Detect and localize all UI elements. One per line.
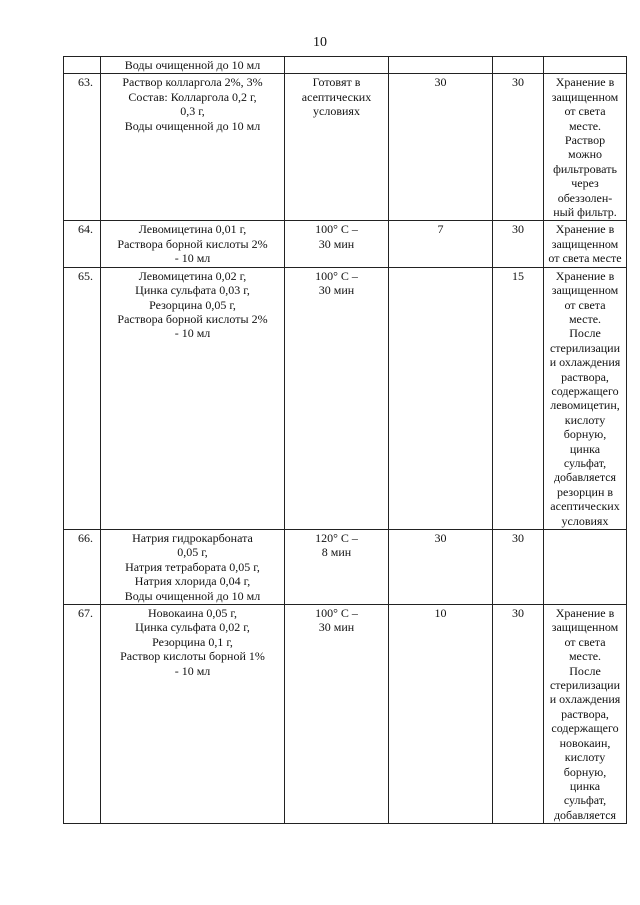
- row-number: 66.: [64, 530, 101, 605]
- table-row: [64, 530, 627, 605]
- composition-cell-line: - 10 мл: [174, 326, 211, 341]
- note-cell-line: месте.: [568, 311, 602, 326]
- composition-cell-line: Новокаина 0,05 г,: [148, 606, 237, 621]
- note-cell-line: цинка: [569, 778, 601, 793]
- sterilization-cell: [285, 530, 389, 605]
- sterilization-cell: [285, 57, 389, 74]
- sterilization-cell: [285, 74, 389, 221]
- sterilization-cell-line: 100° С –: [315, 606, 358, 621]
- composition-cell: [101, 530, 285, 605]
- composition-cell-line: - 10 мл: [174, 663, 211, 678]
- sterilization-cell-line: условиях: [313, 104, 360, 119]
- note-cell: [544, 267, 627, 529]
- note-cell-line: от света: [564, 297, 606, 312]
- note-cell-line: новокаин,: [559, 735, 611, 750]
- note-cell-line: защищенном: [551, 89, 619, 104]
- page-number: 10: [313, 35, 327, 50]
- note-cell-line: обеззолен-: [557, 190, 613, 205]
- sterilization-cell: [285, 267, 389, 529]
- row-number: 67.: [64, 605, 101, 824]
- note-cell-line: раствора,: [561, 369, 609, 384]
- table-row: [64, 605, 627, 824]
- value-cell-b: 30: [493, 74, 544, 221]
- note-cell-line: Хранение в: [555, 222, 615, 237]
- sterilization-cell: [285, 221, 389, 267]
- note-cell-line: После: [569, 663, 601, 678]
- value-cell-b: 30: [493, 605, 544, 824]
- note-cell-line: и охлаждения: [549, 692, 621, 707]
- note-cell-line: После: [569, 326, 601, 341]
- note-cell-line: Хранение в: [555, 268, 615, 283]
- composition-cell-line: Воды очищенной до 10 мл: [124, 588, 261, 603]
- note-cell-line: борную,: [563, 764, 607, 779]
- note-cell-line: ный фильтр.: [553, 205, 617, 220]
- row-number: 63.: [64, 74, 101, 221]
- composition-cell-line: - 10 мл: [174, 251, 211, 266]
- note-cell-line: асептических: [550, 499, 620, 514]
- table-row: [64, 267, 627, 529]
- note-cell-line: сульфат,: [563, 455, 607, 470]
- value-cell-b: [493, 57, 544, 74]
- composition-cell-line: Цинка сульфата 0,02 г,: [135, 620, 250, 635]
- note-cell-line: можно: [567, 147, 602, 162]
- row-number: 65.: [64, 267, 101, 529]
- note-cell-line: Хранение в: [555, 75, 615, 90]
- note-cell: [544, 74, 627, 221]
- composition-cell-line: Раствора борной кислоты 2%: [117, 236, 268, 251]
- note-cell-line: сульфат,: [563, 793, 607, 808]
- note-cell-line: цинка: [569, 441, 601, 456]
- note-cell-line: от света: [564, 634, 606, 649]
- table-row: [64, 221, 627, 267]
- note-cell-line: защищенном: [551, 236, 619, 251]
- note-cell-line: фильтровать: [553, 161, 617, 176]
- note-cell-line: содержащего: [551, 721, 619, 736]
- table-body: [64, 57, 627, 824]
- composition-cell-line: Левомицетина 0,02 г,: [138, 268, 247, 283]
- note-cell-line: резорцин в: [556, 484, 614, 499]
- prescription-table: [63, 56, 627, 824]
- note-cell-line: содержащего: [551, 383, 619, 398]
- value-cell-b: 15: [493, 267, 544, 529]
- sterilization-cell-line: 30 мин: [318, 283, 355, 298]
- composition-cell-line: Раствора борной кислоты 2%: [117, 311, 268, 326]
- composition-cell: [101, 605, 285, 824]
- table-row: [64, 74, 627, 221]
- composition-cell: [101, 57, 285, 74]
- row-number: [64, 57, 101, 74]
- note-cell-line: кислоту: [564, 412, 606, 427]
- value-cell-a: 30: [389, 530, 493, 605]
- composition-cell-line: Воды очищенной до 10 мл: [124, 118, 261, 133]
- table-row: [64, 57, 627, 74]
- note-cell-line: от света: [564, 104, 606, 119]
- note-cell-line: стерилизации: [549, 678, 621, 693]
- composition-cell-line: Резорцина 0,1 г,: [152, 634, 233, 649]
- note-cell-line: раствора,: [561, 706, 609, 721]
- value-cell-a: 30: [389, 74, 493, 221]
- note-cell-line: от света месте: [548, 251, 622, 266]
- composition-cell-line: Раствор кислоты борной 1%: [120, 649, 265, 664]
- note-cell-line: условиях: [561, 513, 609, 528]
- note-cell-line: месте.: [568, 118, 602, 133]
- note-cell-line: стерилизации: [549, 340, 621, 355]
- note-cell: [544, 221, 627, 267]
- composition-cell-line: Воды очищенной до 10 мл: [124, 58, 261, 72]
- note-cell-line: через: [571, 176, 599, 191]
- composition-cell-line: 0,05 г,: [177, 545, 208, 560]
- sterilization-cell-line: 100° С –: [315, 268, 358, 283]
- composition-cell-line: Раствор колларгола 2%, 3%: [122, 75, 263, 90]
- composition-cell-line: Натрия тетрабората 0,05 г,: [125, 559, 260, 574]
- note-cell: [544, 530, 627, 605]
- sterilization-cell: [285, 605, 389, 824]
- note-cell-line: левомицетин,: [550, 398, 620, 413]
- note-cell-line: Хранение в: [555, 606, 615, 621]
- note-cell: [544, 605, 627, 824]
- note-cell-line: борную,: [563, 427, 607, 442]
- value-cell-a: [389, 267, 493, 529]
- composition-cell-line: Натрия хлорида 0,04 г,: [134, 574, 251, 589]
- note-cell-line: защищенном: [551, 620, 619, 635]
- row-number: 64.: [64, 221, 101, 267]
- sterilization-cell-line: 100° С –: [315, 222, 358, 237]
- composition-cell: [101, 267, 285, 529]
- note-cell-line: добавляется: [553, 807, 617, 822]
- sterilization-cell-line: Готовят в: [312, 75, 361, 90]
- sterilization-cell-line: 8 мин: [321, 545, 352, 560]
- sterilization-cell-line: 120° С –: [315, 531, 358, 545]
- note-cell-line: Раствор: [564, 133, 606, 148]
- sterilization-cell-line: асептических: [301, 89, 372, 104]
- sterilization-cell-line: 30 мин: [318, 620, 355, 635]
- note-cell-line: кислоту: [564, 750, 606, 765]
- composition-cell-line: Левомицетина 0,01 г,: [138, 222, 247, 237]
- composition-cell-line: Резорцина 0,05 г,: [149, 297, 236, 312]
- note-cell-line: защищенном: [551, 283, 619, 298]
- composition-cell: [101, 221, 285, 267]
- composition-cell-line: 0,3 г,: [180, 104, 205, 119]
- note-cell-line: и охлаждения: [549, 355, 621, 370]
- value-cell-a: 10: [389, 605, 493, 824]
- note-cell-line: месте.: [568, 649, 602, 664]
- value-cell-b: 30: [493, 530, 544, 605]
- sterilization-cell-line: 30 мин: [318, 236, 355, 251]
- composition-cell-line: Натрия гидрокарбоната: [132, 531, 253, 545]
- value-cell-b: 30: [493, 221, 544, 267]
- composition-cell-line: Цинка сульфата 0,03 г,: [135, 283, 250, 298]
- composition-cell: [101, 74, 285, 221]
- composition-cell-line: Состав: Колларгола 0,2 г,: [128, 89, 257, 104]
- note-cell-line: добавляется: [553, 470, 617, 485]
- value-cell-a: 7: [389, 221, 493, 267]
- note-cell: [544, 57, 627, 74]
- value-cell-a: [389, 57, 493, 74]
